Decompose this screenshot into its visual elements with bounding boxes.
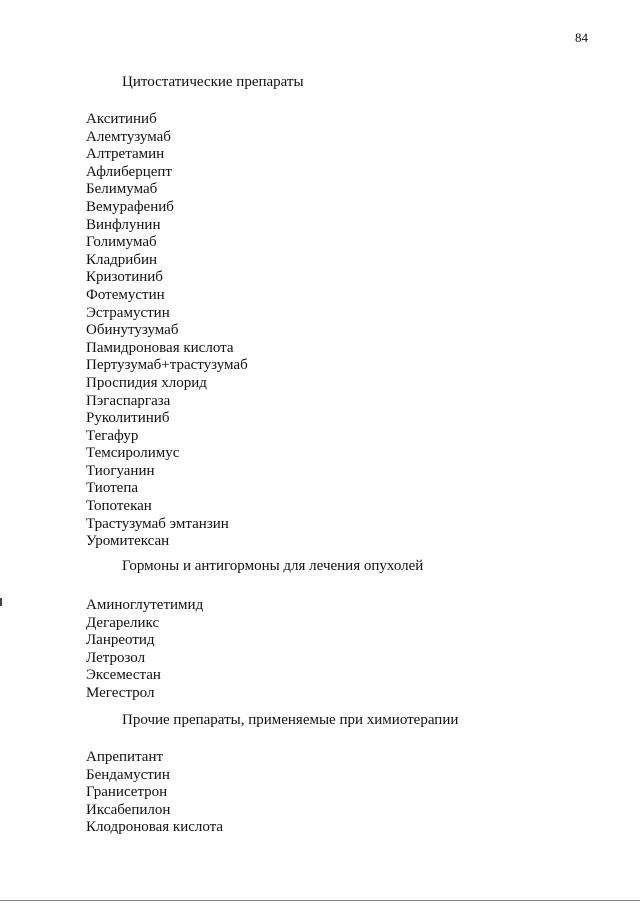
list-item: Бендамустин bbox=[86, 766, 170, 783]
section-title: Гормоны и антигормоны для лечения опухолей bbox=[122, 558, 424, 574]
list-item: Уромитексан bbox=[86, 533, 170, 550]
scan-margin-mark bbox=[0, 598, 2, 606]
list-item: Иксабепилон bbox=[86, 801, 171, 818]
list-item: Кризотиниб bbox=[86, 269, 163, 286]
list-item: Аминоглутетимид bbox=[86, 597, 204, 613]
list-item: Апрепитант bbox=[86, 749, 164, 765]
drug-list bbox=[86, 111, 606, 551]
list-item: Вемурафениб bbox=[86, 198, 174, 215]
list-item: Дегареликс bbox=[86, 614, 160, 631]
list-item: Летрозол bbox=[86, 649, 146, 666]
list-item: Трастузумаб эмтанзин bbox=[86, 515, 229, 532]
drug-list bbox=[86, 597, 606, 703]
list-item: Пэгаспаргаза bbox=[86, 392, 171, 409]
list-item: Проспидия хлорид bbox=[86, 374, 207, 391]
list-item: Афлиберцепт bbox=[86, 163, 172, 180]
drug-list bbox=[86, 749, 606, 837]
list-item: Ланреотид bbox=[86, 632, 155, 649]
section-chemotherapy-other bbox=[86, 711, 606, 837]
section-hormones-antihormones bbox=[86, 557, 606, 703]
list-item: Мегестрол bbox=[86, 684, 155, 701]
list-item: Тегафур bbox=[86, 427, 139, 444]
list-item: Алтретамин bbox=[86, 146, 165, 163]
list-item: Голимумаб bbox=[86, 234, 157, 251]
list-item: Акситиниб bbox=[86, 111, 157, 127]
list-item: Кладрибин bbox=[86, 251, 157, 268]
list-item: Эстрамустин bbox=[86, 304, 170, 321]
list-item: Тиотепа bbox=[86, 480, 139, 497]
list-item: Темсиролимус bbox=[86, 445, 180, 462]
list-item: Пертузумаб+трастузумаб bbox=[86, 357, 248, 374]
list-item: Эксеместан bbox=[86, 667, 161, 684]
list-item: Топотекан bbox=[86, 498, 152, 515]
list-item: Памидроновая кислота bbox=[86, 339, 234, 356]
list-item: Обинутузумаб bbox=[86, 322, 179, 339]
list-item: Тиогуанин bbox=[86, 462, 155, 479]
list-item: Винфлунин bbox=[86, 216, 161, 233]
list-item: Клодроновая кислота bbox=[86, 819, 224, 836]
section-cytostatic-drugs bbox=[86, 73, 606, 551]
list-item: Белимумаб bbox=[86, 181, 158, 198]
scan-bottom-edge bbox=[0, 900, 640, 901]
page-number: 84 bbox=[575, 30, 588, 45]
list-item: Фотемустин bbox=[86, 286, 165, 303]
list-item: Руколитиниб bbox=[86, 410, 170, 427]
list-item: Алемтузумаб bbox=[86, 128, 171, 145]
section-title: Цитостатические препараты bbox=[122, 74, 304, 90]
section-title: Прочие препараты, применяемые при химиотерапии bbox=[122, 712, 459, 728]
list-item: Гранисетрон bbox=[86, 784, 168, 801]
